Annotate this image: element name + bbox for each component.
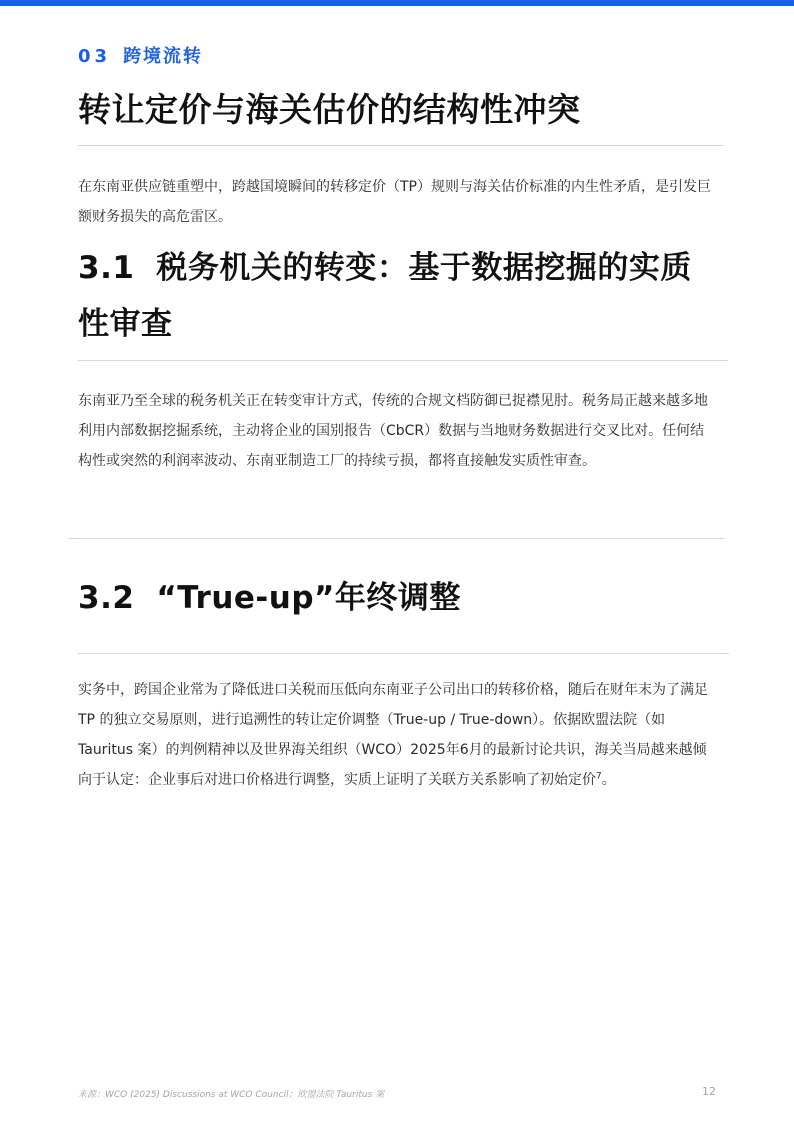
page-title: 转让定价与海关估价的结构性冲突 [78, 90, 581, 129]
section-3-1-number: 3.1 [78, 250, 135, 286]
section-3-1-divider [78, 360, 728, 361]
top-accent-bar [0, 0, 794, 6]
section-3-2-heading [78, 570, 718, 626]
intro-paragraph: 在东南亚供应链重塑中，跨越国境瞬间的转移定价（TP）规则与海关估价标准的内生性矛盾，是引发巨额财务损失的高危雷区。 [78, 179, 711, 225]
section-3-2-divider [78, 653, 729, 654]
title-divider [78, 145, 724, 146]
page-number: 12 [702, 1085, 716, 1098]
footnote-reference[interactable]: 7 [596, 771, 602, 782]
section-name: 跨境流转 [123, 46, 204, 67]
section-3-2-body-text: 实务中，跨国企业常为了降低进口关税而压低向东南亚子公司出口的转移价格，随后在财年末为了满足 TP 的独立交易原则，进行追溯性的转让定价调整（True-up / True-down）。依据欧盟法院（如 Tauritus 案）的判例精神以及世界海关组织（WCO）2025年6月的最新讨论共识，海关当局越来越倾向于认定：企业事后对进口价格进行调整，实质上证明了关联方关系影响了初始定价 [78, 682, 708, 788]
footer-source: 来源：WCO (2025) Discussions at WCO Council；欧盟法院 Tauritus 案 [78, 1090, 385, 1100]
section-number: 03 [78, 46, 112, 67]
section-kicker [78, 42, 203, 68]
section-3-2-title: “True-up”年终调整 [156, 580, 461, 616]
section-3-2-body-end: 。 [601, 772, 616, 788]
section-3-2-number: 3.2 [78, 580, 135, 616]
section-3-1-body: 东南亚乃至全球的税务机关正在转变审计方式，传统的合规文档防御已捉襟见肘。税务局正越来越多地利用内部数据挖掘系统，主动将企业的国别报告（CbCR）数据与当地财务数据进行交叉比对。任何结构性或突然的利润率波动、东南亚制造工厂的持续亏损，都将直接触发实质性审查。 [78, 393, 708, 469]
section-3-1-heading [78, 240, 718, 352]
section-3-1-title: 税务机关的转变：基于数据挖掘的实质性审查 [78, 250, 692, 342]
section-break-divider [68, 538, 725, 539]
section-3-2-body [78, 675, 714, 795]
